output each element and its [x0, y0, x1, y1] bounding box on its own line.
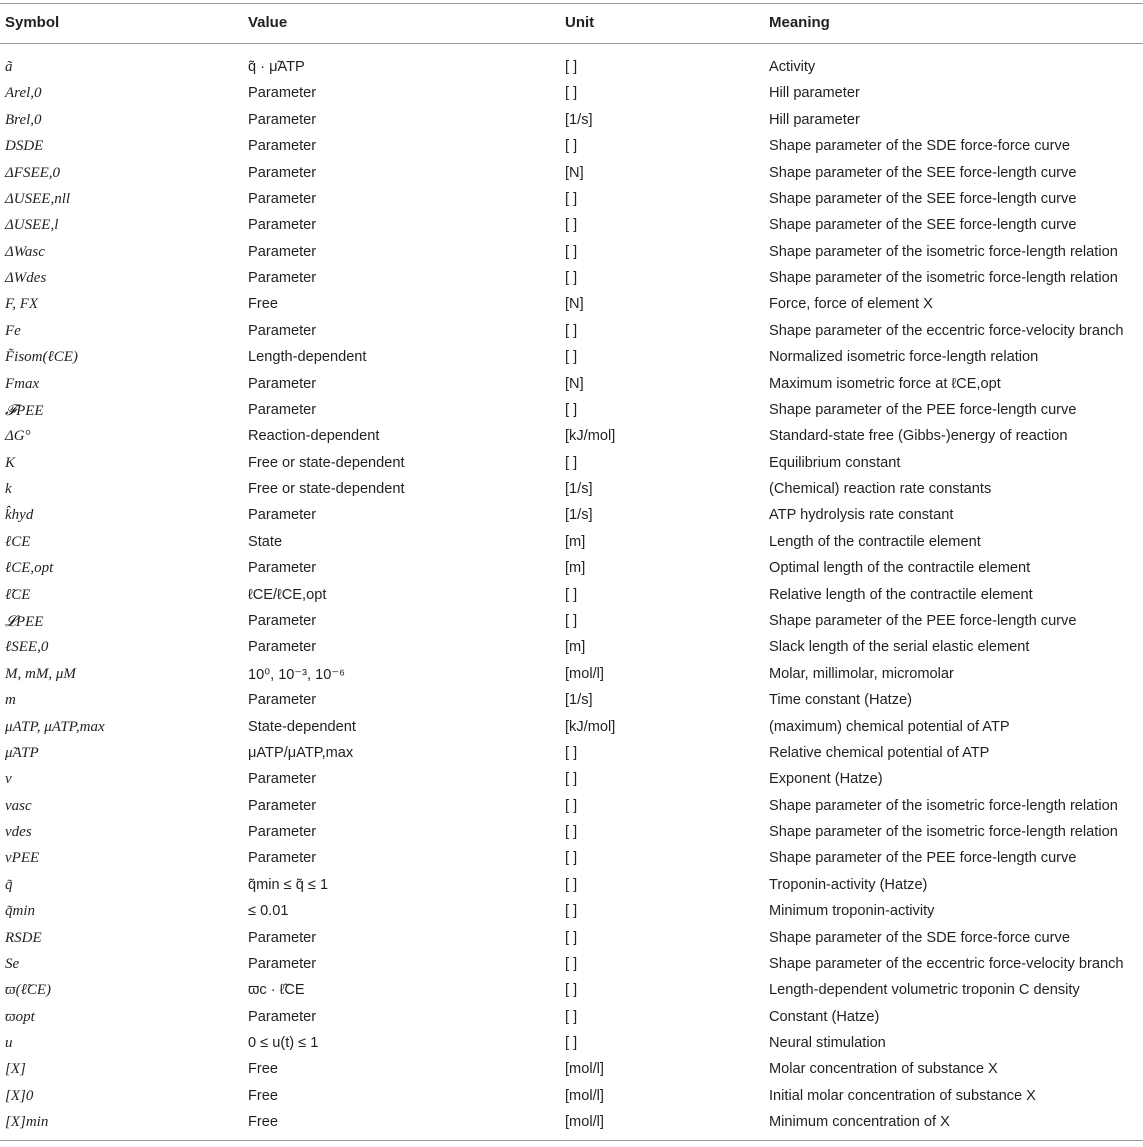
- cell-unit: [kJ/mol]: [565, 718, 616, 735]
- cell-meaning: Shape parameter of the isometric force-length relation: [769, 243, 1118, 260]
- cell-value: q̃min ≤ q̃ ≤ 1: [248, 876, 329, 893]
- cell-symbol: ℓCE,opt: [5, 560, 54, 577]
- cell-value: Parameter: [248, 375, 317, 392]
- cell-symbol: ν: [5, 771, 12, 788]
- cell-meaning: Shape parameter of the isometric force-length relation: [769, 797, 1118, 814]
- cell-value: Parameter: [248, 190, 317, 207]
- cell-meaning: Maximum isometric force at ℓCE,opt: [769, 375, 1001, 392]
- table-row: [0, 107, 1143, 133]
- cell-symbol: DSDE: [5, 138, 44, 155]
- cell-symbol: [X]: [5, 1061, 26, 1078]
- cell-symbol: ΔUSEE,l: [5, 217, 59, 234]
- table-row: [0, 318, 1143, 344]
- cell-meaning: Shape parameter of the SEE force-length curve: [769, 190, 1077, 207]
- table-row: [0, 951, 1143, 977]
- table-row: [0, 1083, 1143, 1109]
- cell-unit: [ ]: [565, 771, 578, 788]
- cell-unit: [ ]: [565, 876, 578, 893]
- cell-symbol: ℓ̃CE: [5, 586, 31, 603]
- cell-value: ≤ 0.01: [248, 903, 289, 920]
- cell-meaning: Relative length of the contractile element: [769, 586, 1033, 603]
- cell-meaning: Time constant (Hatze): [769, 692, 913, 709]
- cell-symbol: k̂hyd: [5, 507, 34, 524]
- cell-value: 0 ≤ u(t) ≤ 1: [248, 1035, 319, 1052]
- cell-value: Free: [248, 1114, 279, 1131]
- cell-value: Free: [248, 296, 279, 313]
- cell-value: q̃ · μ̃ATP: [248, 59, 305, 75]
- cell-symbol: k: [5, 481, 12, 498]
- cell-value: Parameter: [248, 217, 317, 234]
- table-row: [0, 555, 1143, 581]
- cell-symbol: ΔUSEE,nll: [5, 190, 71, 207]
- cell-symbol: K: [5, 454, 16, 471]
- cell-meaning: Hill parameter: [769, 111, 860, 128]
- cell-meaning: Initial molar concentration of substance X: [769, 1087, 1036, 1104]
- cell-symbol: Arel,0: [5, 85, 42, 102]
- table-row: [0, 291, 1143, 317]
- cell-value: Reaction-dependent: [248, 428, 380, 445]
- cell-unit: [ ]: [565, 349, 578, 366]
- table-row: [0, 397, 1143, 423]
- cell-value: ℓCE/ℓCE,opt: [248, 586, 327, 603]
- cell-meaning: Length of the contractile element: [769, 533, 981, 550]
- table-row: [0, 344, 1143, 370]
- cell-value: μATP/μATP,max: [248, 744, 354, 761]
- cell-symbol: q̃: [5, 876, 13, 893]
- cell-value: Parameter: [248, 612, 317, 629]
- cell-value: Parameter: [248, 850, 317, 867]
- cell-symbol: M, mM, μM: [5, 665, 76, 682]
- cell-unit: [ ]: [565, 190, 578, 207]
- cell-value: Parameter: [248, 560, 317, 577]
- cell-unit: [ ]: [565, 1008, 578, 1025]
- cell-value: Parameter: [248, 85, 317, 102]
- cell-value: Free: [248, 1061, 279, 1078]
- cell-meaning: Neural stimulation: [769, 1035, 886, 1052]
- header-unit: Unit: [565, 14, 595, 31]
- cell-symbol: 𝓕PEE: [5, 402, 44, 419]
- table-row: [0, 371, 1143, 397]
- cell-value: Parameter: [248, 797, 317, 814]
- cell-symbol: μATP, μATP,max: [5, 718, 105, 735]
- cell-value: Parameter: [248, 243, 317, 260]
- cell-meaning: Relative chemical potential of ATP: [769, 744, 990, 761]
- cell-meaning: Shape parameter of the isometric force-length relation: [769, 824, 1118, 841]
- table-row: [0, 80, 1143, 106]
- cell-symbol: ℓCE: [5, 533, 31, 550]
- cell-meaning: Shape parameter of the SEE force-length curve: [769, 217, 1077, 234]
- cell-symbol: q̃min: [5, 903, 35, 920]
- cell-value: State-dependent: [248, 718, 356, 735]
- cell-unit: [ ]: [565, 744, 578, 761]
- cell-value: Parameter: [248, 1008, 317, 1025]
- cell-meaning: Shape parameter of the PEE force-length curve: [769, 401, 1077, 418]
- table-row: [0, 160, 1143, 186]
- cell-symbol: m: [5, 692, 16, 709]
- cell-unit: [ ]: [565, 59, 578, 75]
- table-row: [0, 1004, 1143, 1030]
- cell-value: Parameter: [248, 929, 317, 946]
- header-symbol: Symbol: [5, 14, 60, 31]
- table-row: [0, 634, 1143, 660]
- table-row: [0, 872, 1143, 898]
- cell-unit: [ ]: [565, 824, 578, 841]
- cell-symbol: Fmax: [5, 375, 40, 392]
- table-row: [0, 582, 1143, 608]
- table-row: [0, 661, 1143, 687]
- table-row: [0, 793, 1143, 819]
- cell-meaning: Slack length of the serial elastic element: [769, 639, 1030, 656]
- table-bottom-rule: [0, 1140, 1143, 1141]
- table-row: [0, 529, 1143, 555]
- table-row: [0, 1030, 1143, 1056]
- cell-meaning: Constant (Hatze): [769, 1008, 880, 1025]
- cell-symbol: ΔWasc: [5, 243, 45, 260]
- table-row: [0, 450, 1143, 476]
- cell-unit: [1/s]: [565, 692, 593, 709]
- cell-unit: [kJ/mol]: [565, 428, 616, 445]
- cell-meaning: Normalized isometric force-length relation: [769, 349, 1039, 366]
- cell-symbol: ϖ(ℓ̃CE): [5, 982, 51, 999]
- cell-unit: [ ]: [565, 850, 578, 867]
- cell-meaning: Exponent (Hatze): [769, 771, 883, 788]
- cell-unit: [ ]: [565, 138, 578, 155]
- table-row: [0, 1056, 1143, 1082]
- table-row: [0, 1109, 1143, 1135]
- table-row: [0, 687, 1143, 713]
- cell-value: ϖc · ℓ̃CE: [248, 982, 305, 999]
- cell-unit: [ ]: [565, 270, 578, 287]
- cell-value: Parameter: [248, 824, 317, 841]
- cell-meaning: Shape parameter of the isometric force-length relation: [769, 270, 1118, 287]
- cell-unit: [ ]: [565, 612, 578, 629]
- cell-meaning: Shape parameter of the eccentric force-velocity branch: [769, 955, 1124, 972]
- cell-unit: [mol/l]: [565, 1087, 604, 1104]
- table-row: [0, 819, 1143, 845]
- table-row: [0, 239, 1143, 265]
- table-top-rule: [0, 3, 1143, 4]
- cell-symbol: νdes: [5, 824, 32, 841]
- cell-value: Parameter: [248, 771, 317, 788]
- cell-value: Parameter: [248, 507, 317, 524]
- cell-meaning: Shape parameter of the PEE force-length curve: [769, 612, 1077, 629]
- cell-value: Parameter: [248, 955, 317, 972]
- cell-symbol: [X]0: [5, 1087, 34, 1104]
- header-value: Value: [248, 14, 288, 31]
- table-row: [0, 714, 1143, 740]
- table-row: [0, 925, 1143, 951]
- cell-meaning: Length-dependent volumetric troponin C density: [769, 982, 1080, 999]
- cell-unit: [ ]: [565, 243, 578, 260]
- cell-meaning: Shape parameter of the SDE force-force curve: [769, 138, 1070, 155]
- table-row: [0, 977, 1143, 1003]
- cell-meaning: (maximum) chemical potential of ATP: [769, 718, 1010, 735]
- cell-unit: [ ]: [565, 454, 578, 471]
- cell-meaning: Shape parameter of the SDE force-force curve: [769, 929, 1070, 946]
- table-row: [0, 898, 1143, 924]
- cell-value: Parameter: [248, 138, 317, 155]
- cell-value: Parameter: [248, 692, 317, 709]
- cell-symbol: ℓSEE,0: [5, 639, 49, 656]
- cell-symbol: νasc: [5, 797, 32, 814]
- table-row: [0, 265, 1143, 291]
- table-row: [0, 423, 1143, 449]
- cell-meaning: Shape parameter of the PEE force-length curve: [769, 850, 1077, 867]
- cell-unit: [ ]: [565, 401, 578, 418]
- cell-unit: [ ]: [565, 903, 578, 920]
- cell-value: Free or state-dependent: [248, 481, 405, 498]
- cell-meaning: Shape parameter of the eccentric force-velocity branch: [769, 322, 1124, 339]
- cell-symbol: Se: [5, 955, 20, 972]
- cell-meaning: Equilibrium constant: [769, 454, 901, 471]
- cell-unit: [ ]: [565, 797, 578, 814]
- table-header-row: [0, 10, 1143, 36]
- cell-unit: [ ]: [565, 217, 578, 234]
- cell-value: Parameter: [248, 639, 317, 656]
- cell-unit: [mol/l]: [565, 1061, 604, 1078]
- table-row: [0, 766, 1143, 792]
- cell-meaning: Force, force of element X: [769, 296, 933, 313]
- cell-meaning: Molar concentration of substance X: [769, 1061, 998, 1078]
- cell-unit: [N]: [565, 375, 584, 392]
- table-row: [0, 133, 1143, 159]
- cell-symbol: νPEE: [5, 850, 40, 867]
- cell-unit: [ ]: [565, 955, 578, 972]
- cell-value: 10⁰, 10⁻³, 10⁻⁶: [248, 666, 346, 683]
- cell-unit: [m]: [565, 639, 586, 656]
- table-row: [0, 212, 1143, 238]
- cell-unit: [mol/l]: [565, 1114, 604, 1131]
- cell-meaning: Molar, millimolar, micromolar: [769, 665, 954, 682]
- cell-unit: [ ]: [565, 586, 578, 603]
- cell-value: Parameter: [248, 164, 317, 181]
- header-meaning: Meaning: [769, 14, 830, 31]
- cell-symbol: Brel,0: [5, 111, 42, 128]
- cell-unit: [ ]: [565, 85, 578, 102]
- cell-meaning: (Chemical) reaction rate constants: [769, 481, 992, 498]
- cell-unit: [1/s]: [565, 111, 593, 128]
- cell-value: Parameter: [248, 270, 317, 287]
- cell-meaning: Minimum troponin-activity: [769, 903, 935, 920]
- table-row: [0, 740, 1143, 766]
- cell-unit: [ ]: [565, 929, 578, 946]
- cell-unit: [mol/l]: [565, 665, 604, 682]
- table-row: [0, 476, 1143, 502]
- cell-value: Parameter: [248, 322, 317, 339]
- table-row: [0, 608, 1143, 634]
- cell-value: Parameter: [248, 401, 317, 418]
- cell-meaning: Minimum concentration of X: [769, 1114, 950, 1131]
- table-header-rule: [0, 43, 1143, 44]
- cell-symbol: F̃isom(ℓCE): [5, 349, 78, 366]
- cell-unit: [ ]: [565, 982, 578, 999]
- cell-value: Parameter: [248, 111, 317, 128]
- table-row: [0, 502, 1143, 528]
- cell-unit: [ ]: [565, 322, 578, 339]
- cell-value: Length-dependent: [248, 349, 367, 366]
- cell-unit: [1/s]: [565, 507, 593, 524]
- cell-unit: [m]: [565, 560, 586, 577]
- table-row: [0, 186, 1143, 212]
- cell-symbol: 𝓛PEE: [5, 613, 44, 630]
- cell-symbol: ϖopt: [5, 1008, 35, 1025]
- table-row: [0, 54, 1143, 80]
- cell-symbol: ΔG°: [5, 428, 31, 445]
- cell-symbol: ΔFSEE,0: [5, 164, 61, 181]
- table-row: [0, 845, 1143, 871]
- cell-symbol: RSDE: [5, 929, 42, 946]
- cell-meaning: Troponin-activity (Hatze): [769, 876, 928, 893]
- cell-symbol: [X]min: [5, 1114, 49, 1131]
- cell-value: Free or state-dependent: [248, 454, 405, 471]
- cell-meaning: Optimal length of the contractile element: [769, 560, 1031, 577]
- cell-symbol: Fe: [5, 322, 21, 339]
- cell-unit: [ ]: [565, 1035, 578, 1052]
- cell-symbol: u: [5, 1035, 13, 1052]
- cell-unit: [1/s]: [565, 481, 593, 498]
- cell-symbol: μ̃ATP: [5, 744, 39, 761]
- cell-meaning: Activity: [769, 59, 816, 75]
- cell-symbol: ΔWdes: [5, 270, 47, 287]
- cell-meaning: Standard-state free (Gibbs-)energy of reaction: [769, 428, 1068, 445]
- cell-meaning: Shape parameter of the SEE force-length curve: [769, 164, 1077, 181]
- cell-unit: [N]: [565, 164, 584, 181]
- cell-meaning: ATP hydrolysis rate constant: [769, 507, 954, 524]
- cell-value: Free: [248, 1087, 279, 1104]
- cell-unit: [N]: [565, 296, 584, 313]
- cell-unit: [m]: [565, 533, 586, 550]
- cell-meaning: Hill parameter: [769, 85, 860, 102]
- cell-symbol: F, FX: [5, 296, 39, 313]
- cell-value: State: [248, 533, 283, 550]
- cell-symbol: ã: [5, 59, 13, 75]
